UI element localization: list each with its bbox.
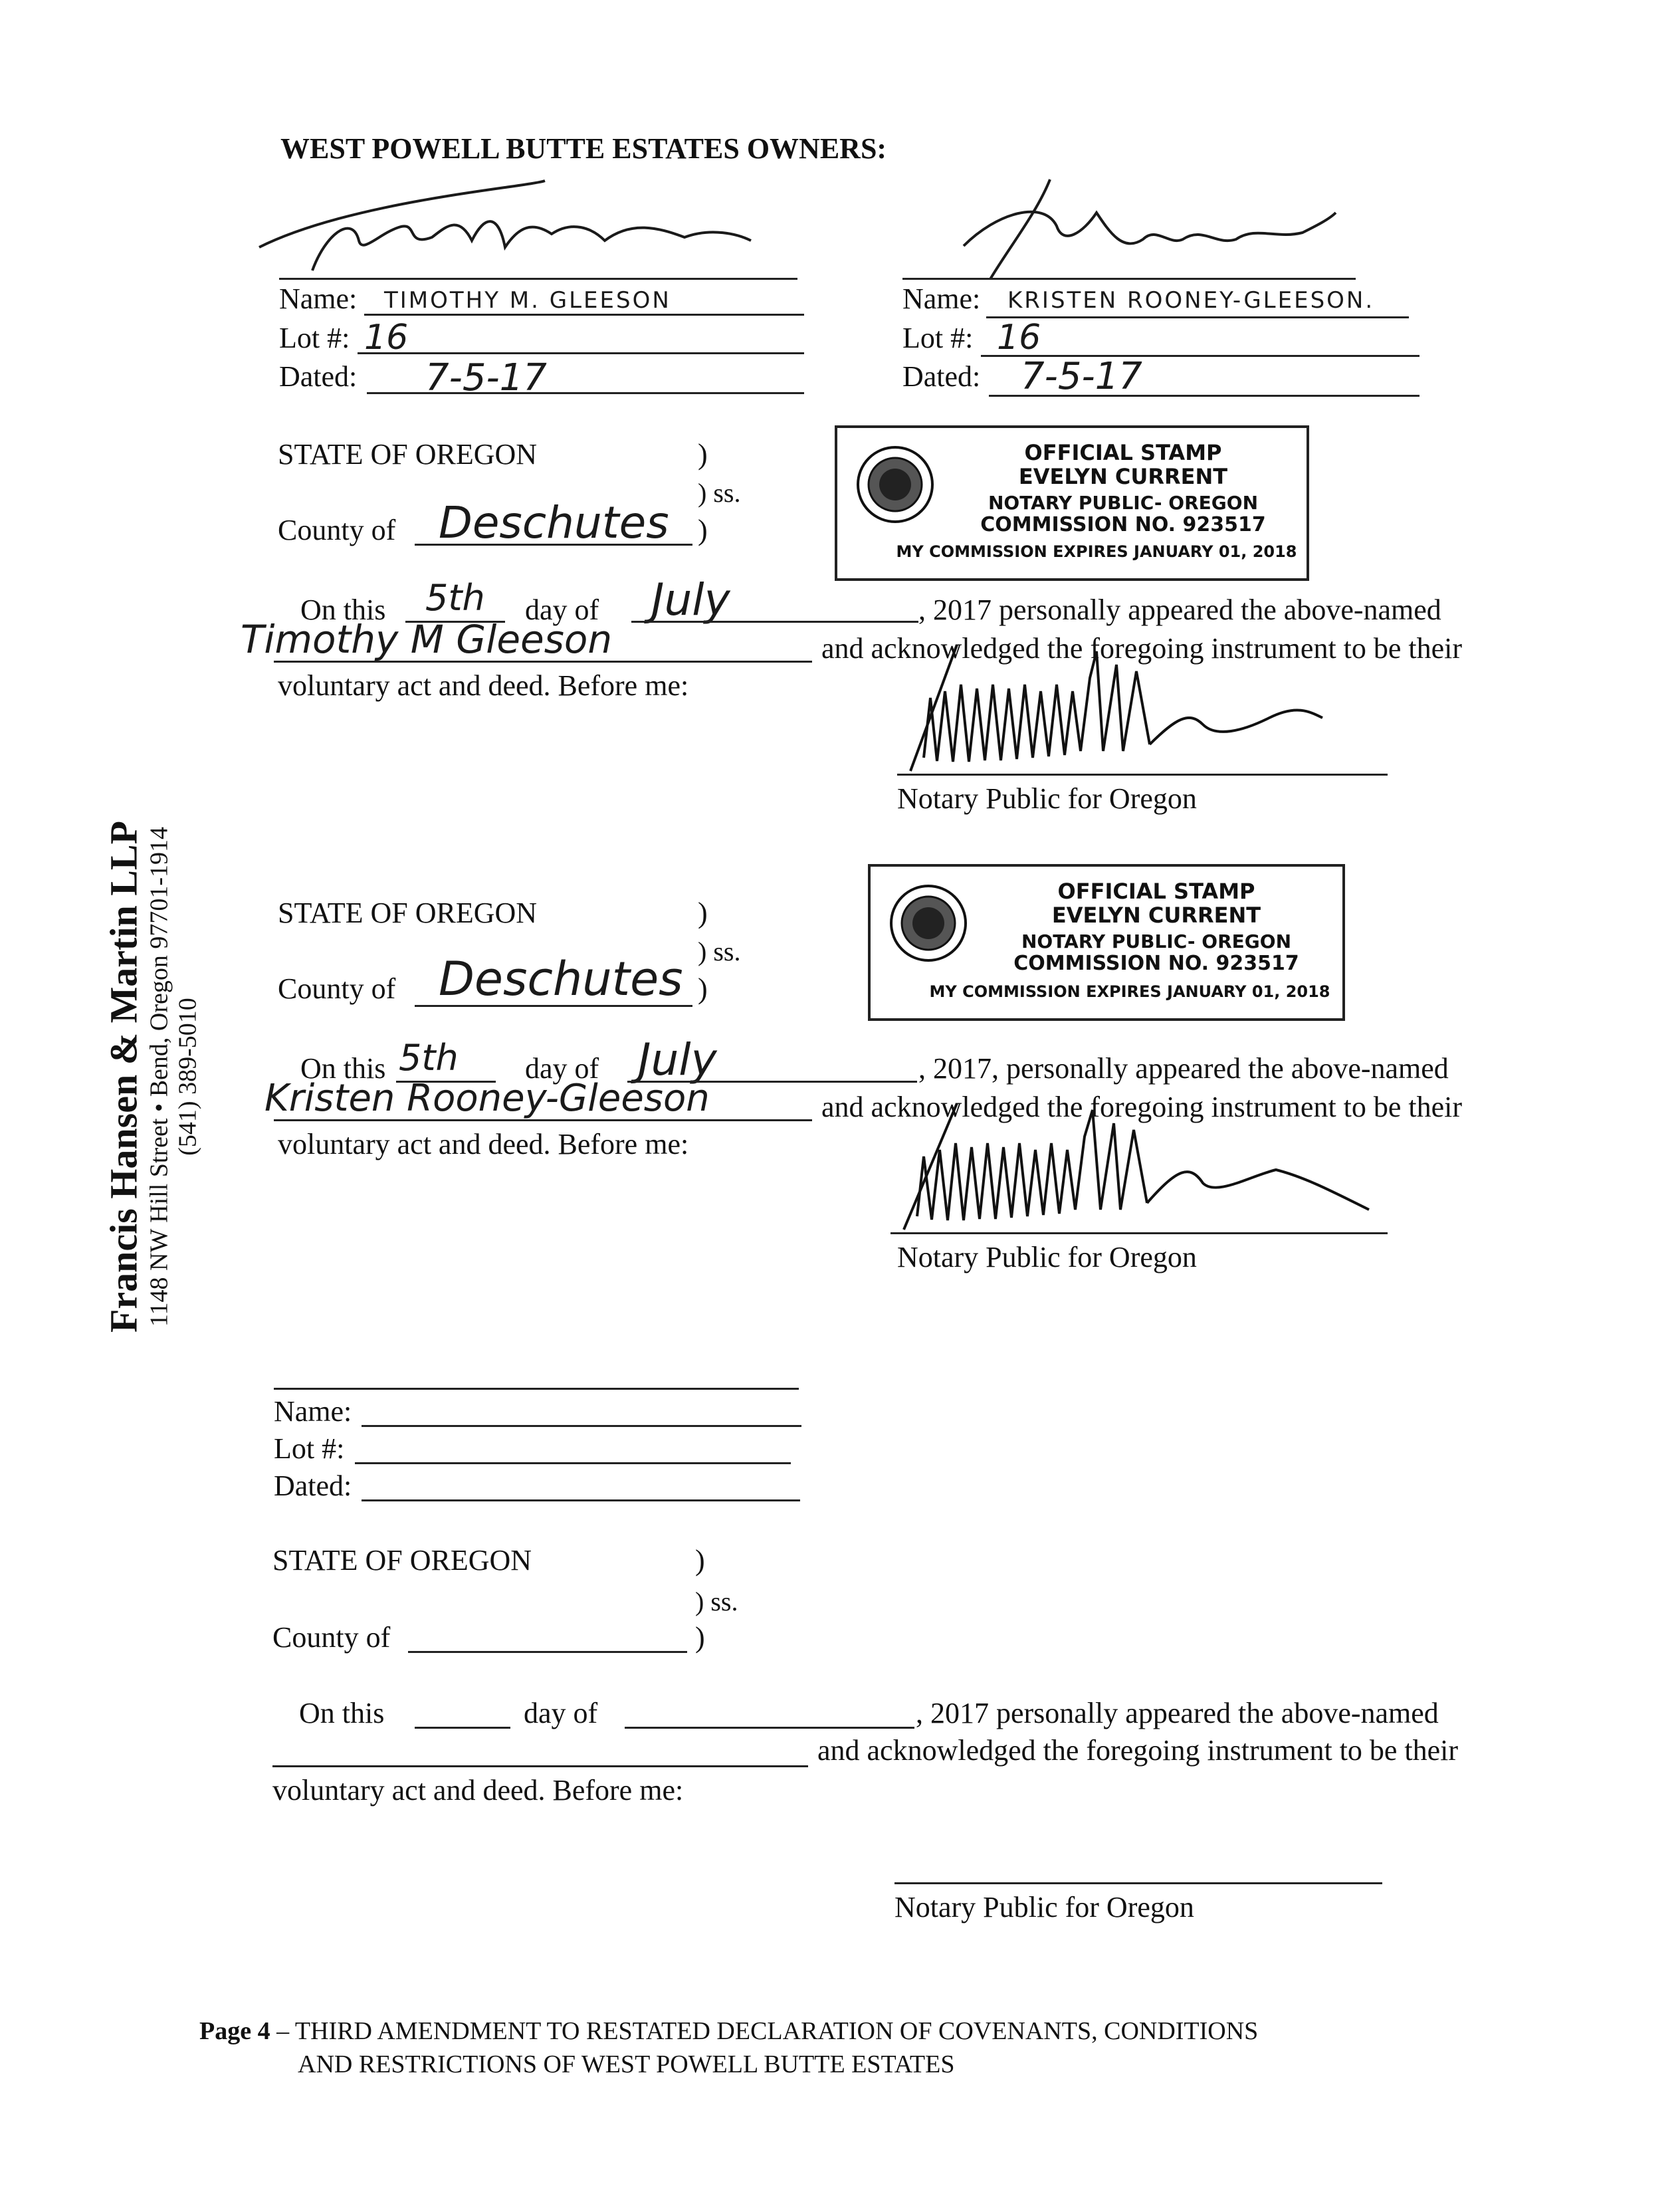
- paren: ): [698, 972, 708, 1005]
- county-line: [415, 544, 692, 546]
- ack-text: and acknowledged the foregoing instrument to be their: [821, 1091, 1463, 1123]
- month-value: July: [651, 574, 730, 625]
- day-value: 5th: [399, 1037, 459, 1079]
- state-heading: STATE OF OREGON: [278, 897, 538, 929]
- month-value: July: [638, 1034, 717, 1085]
- state-heading: STATE OF OREGON: [272, 1544, 532, 1577]
- ss-label: ) ss.: [698, 936, 741, 966]
- name-line: [362, 1425, 801, 1427]
- county-label: County of: [272, 1621, 391, 1654]
- stamp-line-4: COMMISSION NO. 923517: [1013, 952, 1299, 975]
- day-line: [415, 1727, 510, 1729]
- person-value: Timothy M Gleeson: [241, 617, 613, 662]
- day-of-label: day of: [524, 1697, 598, 1729]
- notary-signature-line: [897, 774, 1388, 776]
- paren: ): [698, 438, 708, 471]
- firm-address: 1148 NW Hill Street • Bend, Oregon 97701-1914: [145, 826, 173, 1327]
- stamp-line-1: OFFICIAL STAMP: [1057, 879, 1255, 904]
- owner-signature-line-right: [902, 278, 1356, 280]
- state-heading: STATE OF OREGON: [278, 438, 538, 471]
- footer-line-1: [199, 2017, 1258, 2046]
- county-line: [415, 1005, 692, 1007]
- county-label: County of: [278, 514, 396, 546]
- county-value: Deschutes: [439, 497, 669, 548]
- dated-value: 7-5-17: [1021, 355, 1142, 398]
- name-line: [364, 314, 804, 316]
- dated-line: [362, 1499, 800, 1501]
- month-line: [631, 621, 918, 623]
- county-label: County of: [278, 972, 396, 1005]
- stamp-line-5: MY COMMISSION EXPIRES JANUARY 01, 2018: [929, 982, 1330, 1001]
- voluntary-text: voluntary act and deed. Before me:: [278, 1128, 689, 1160]
- lot-line: [355, 1462, 791, 1464]
- person-line: [274, 661, 812, 663]
- notary-stamp: [868, 864, 1345, 1021]
- oregon-seal-icon: [856, 445, 934, 524]
- notary-public-label: Notary Public for Oregon: [894, 1891, 1194, 1923]
- firm-phone: (541) 389-5010: [173, 998, 202, 1156]
- day-value: 5th: [425, 577, 485, 619]
- lot-label: Lot #:: [902, 322, 974, 354]
- name-line: [986, 316, 1409, 318]
- name-label: Name:: [279, 282, 358, 315]
- lot-label: Lot #:: [274, 1432, 345, 1465]
- oregon-seal-icon: [889, 884, 968, 962]
- county-value: Deschutes: [439, 952, 683, 1006]
- ss-label: ) ss.: [698, 478, 741, 508]
- page-title: WEST POWELL BUTTE ESTATES OWNERS:: [280, 132, 887, 165]
- ss-label: ) ss.: [695, 1586, 738, 1616]
- ack-text: and acknowledged the foregoing instrument to be their: [817, 1734, 1459, 1767]
- dated-value: 7-5-17: [425, 356, 547, 399]
- on-this-label: On this: [299, 1697, 385, 1729]
- paren: ): [698, 514, 708, 546]
- dated-label: Dated:: [279, 360, 358, 393]
- lot-label: Lot #:: [279, 322, 350, 354]
- on-this-label: On this: [300, 1052, 386, 1085]
- person-value: Kristen Rooney-Gleeson: [264, 1077, 710, 1120]
- dated-label: Dated:: [274, 1470, 352, 1502]
- year-text: , 2017 personally appeared the above-named: [918, 594, 1441, 626]
- stamp-line-2: EVELYN CURRENT: [1018, 464, 1228, 489]
- owner-signature-left: [246, 174, 778, 280]
- notary-stamp: [835, 425, 1309, 581]
- owner-signature-line-left: [279, 278, 797, 280]
- day-of-label: day of: [525, 1052, 599, 1085]
- notary-signature-line: [894, 1882, 1382, 1884]
- firm-side-margin: [102, 821, 203, 1333]
- name-label: Name:: [274, 1395, 352, 1428]
- lot-value: 16: [364, 318, 409, 358]
- year-text: , 2017, personally appeared the above-named: [918, 1052, 1449, 1085]
- dated-line: [989, 395, 1419, 397]
- month-line: [625, 1727, 914, 1729]
- firm-name: Francis Hansen & Martin LLP: [102, 820, 146, 1333]
- notary-signature: [891, 1097, 1396, 1236]
- on-this-label: On this: [300, 594, 386, 626]
- stamp-line-3: NOTARY PUBLIC- OREGON: [1021, 930, 1291, 952]
- ack-text: and acknowledged the foregoing instrument to be their: [821, 632, 1463, 665]
- name-value: TIMOTHY M. GLEESON: [384, 287, 671, 314]
- county-line: [408, 1651, 687, 1653]
- stamp-line-3: NOTARY PUBLIC- OREGON: [988, 492, 1258, 514]
- voluntary-text: voluntary act and deed. Before me:: [272, 1774, 684, 1806]
- day-of-label: day of: [525, 594, 599, 626]
- dated-label: Dated:: [902, 360, 981, 393]
- name-label: Name:: [902, 282, 981, 315]
- voluntary-text: voluntary act and deed. Before me:: [278, 669, 689, 702]
- stamp-line-5: MY COMMISSION EXPIRES JANUARY 01, 2018: [896, 542, 1297, 561]
- stamp-line-1: OFFICIAL STAMP: [1024, 440, 1222, 465]
- notary-signature-line: [891, 1232, 1388, 1234]
- owner-signature-line-third: [274, 1388, 799, 1390]
- stamp-line-2: EVELYN CURRENT: [1051, 903, 1261, 928]
- person-line: [272, 1765, 808, 1767]
- notary-signature: [897, 638, 1362, 778]
- page-number: Page 4: [199, 2017, 270, 2045]
- stamp-line-4: COMMISSION NO. 923517: [980, 513, 1266, 536]
- paren: ): [695, 1544, 705, 1577]
- person-line: [274, 1119, 812, 1121]
- notary-public-label: Notary Public for Oregon: [897, 1241, 1197, 1273]
- footer-text-1: – THIRD AMENDMENT TO RESTATED DECLARATION OF COVENANTS, CONDITIONS: [276, 2017, 1259, 2045]
- paren: ): [695, 1621, 705, 1654]
- owner-signature-right: [917, 173, 1356, 286]
- notary-public-label: Notary Public for Oregon: [897, 782, 1197, 815]
- paren: ): [698, 897, 708, 929]
- lot-line: [358, 352, 804, 354]
- footer-line-2: AND RESTRICTIONS OF WEST POWELL BUTTE ESTATES: [298, 2050, 955, 2078]
- name-value: KRISTEN ROONEY-GLEESON.: [1007, 287, 1375, 314]
- dated-line: [367, 392, 804, 394]
- year-text: , 2017 personally appeared the above-named: [916, 1697, 1439, 1729]
- lot-value: 16: [997, 318, 1041, 358]
